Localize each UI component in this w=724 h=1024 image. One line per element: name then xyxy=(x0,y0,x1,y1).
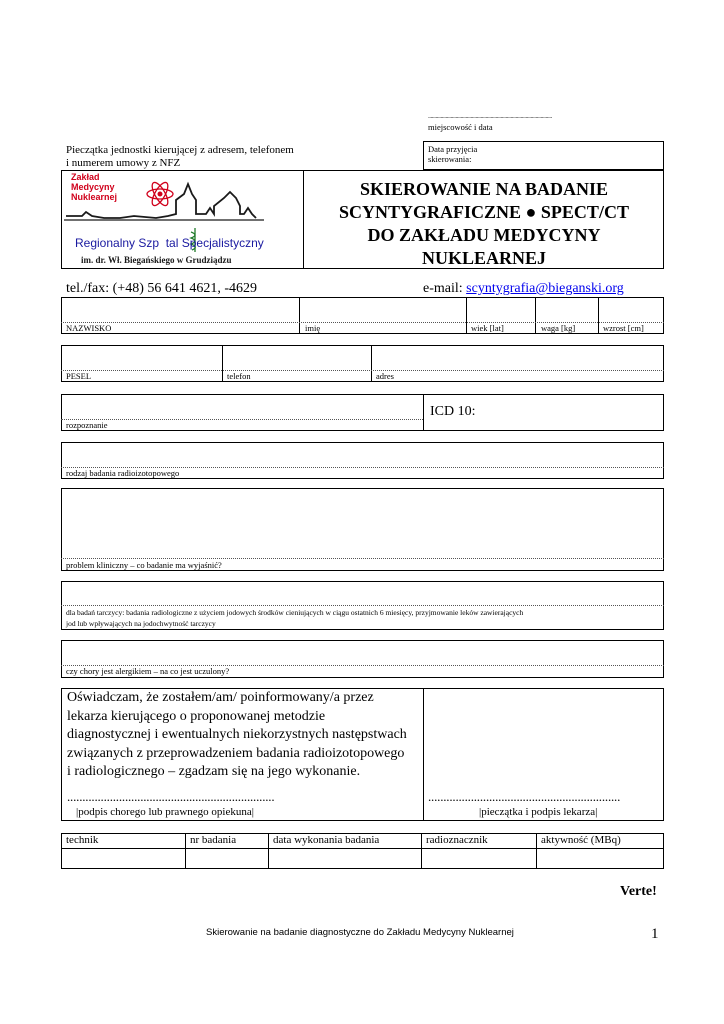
consent-line5: i radiologicznego – zgadzam się na jego wykonanie. xyxy=(67,764,361,779)
pesel-input[interactable] xyxy=(62,347,221,369)
icd-label: ICD 10: xyxy=(430,404,476,419)
allergy-input[interactable] xyxy=(62,642,663,664)
activity-input[interactable] xyxy=(537,849,663,868)
consent-text xyxy=(67,689,407,782)
phone-input[interactable] xyxy=(223,347,370,369)
exam-number-input[interactable] xyxy=(186,849,267,868)
allergy-label: czy chory jest alergikiem – na co jest uczulony? xyxy=(66,666,230,676)
surname-label: NAZWISKO xyxy=(66,323,112,333)
logo-department-text xyxy=(71,172,117,202)
col-technician: technik xyxy=(66,834,99,846)
first-name-label: imię xyxy=(305,323,321,333)
admission-label xyxy=(428,144,477,164)
email-label: e-mail: xyxy=(423,281,463,296)
logo-line3: Nuklearnej xyxy=(71,192,118,202)
col-exam-date: data wykonania badania xyxy=(273,834,380,846)
footer-caption: Skierowanie na badanie diagnostyczne do Zakładu Medycyny Nuklearnej xyxy=(206,927,514,938)
height-label: wzrost [cm] xyxy=(603,323,644,333)
height-input[interactable] xyxy=(599,299,663,321)
admission-label-line2: skierowania: xyxy=(428,154,472,164)
place-date-dots: ................................................................................................... xyxy=(428,112,552,120)
title-line2: SCYNTYGRAFICZNE ● SPECT/CT xyxy=(339,202,629,222)
weight-input[interactable] xyxy=(536,299,597,321)
col-radiotracer: radioznacznik xyxy=(426,834,488,846)
consent-line2: lekarza kierującego o proponowanej metodzie xyxy=(67,708,326,724)
email-line xyxy=(423,281,624,297)
patient-signature-label: |podpis chorego lub prawnego opiekuna| xyxy=(76,806,254,818)
pesel-label: PESEL xyxy=(66,371,92,381)
diagnosis-label: rozpoznanie xyxy=(66,420,108,430)
address-input[interactable] xyxy=(372,347,663,369)
logo-hospital-name: Regionalny Szp tal Specjalistyczny xyxy=(75,236,264,250)
weight-label: waga [kg] xyxy=(541,323,576,333)
hospital-logo xyxy=(64,172,300,268)
address-label: adres xyxy=(376,371,394,381)
surname-input[interactable] xyxy=(62,299,298,321)
age-input[interactable] xyxy=(467,299,534,321)
thyroid-input[interactable] xyxy=(62,583,663,604)
technician-input[interactable] xyxy=(62,849,184,868)
thyroid-label-line2: jod lub wpływających na jodochwytność tarczycy xyxy=(66,619,216,628)
stamp-label-line2: i numerem umowy z NFZ xyxy=(66,157,181,169)
consent-line3: diagnostycznej i ewentualnych niekorzystnych następstwach xyxy=(67,727,407,742)
consent-line1: Oświadczam, że zostałem/am/ poinformowany/a przez xyxy=(67,690,374,705)
admission-label-line1: Data przyjęcia xyxy=(428,144,478,154)
radiotracer-input[interactable] xyxy=(422,849,535,868)
place-date-input[interactable] xyxy=(428,104,654,118)
stamp-label-line1: Pieczątka jednostki kierującej z adresem, telefonem xyxy=(66,144,294,156)
title-line1: SKIEROWANIE NA BADANIE xyxy=(359,179,609,199)
telfax-text: tel./fax: (+48) 56 641 4621, -4629 xyxy=(66,281,258,296)
doctor-signature-label: |pieczątka i podpis lekarza| xyxy=(479,806,598,818)
email-link[interactable]: scyntygrafia@bieganski.org xyxy=(466,281,624,296)
page-number: 1 xyxy=(651,926,659,942)
col-exam-number: nr badania xyxy=(190,834,237,846)
atom-core-icon xyxy=(158,192,163,197)
doctor-signature-dots[interactable]: ............................................................... xyxy=(428,789,621,804)
first-name-input[interactable] xyxy=(300,299,465,321)
logo-line2: Medycyny xyxy=(71,182,115,192)
logo-line1: Zakład xyxy=(71,172,100,182)
clinical-problem-label: problem kliniczny – co badanie ma wyjaśnić? xyxy=(66,560,222,570)
diagnosis-input[interactable] xyxy=(62,396,422,418)
stamp-label xyxy=(66,144,294,170)
consent-line4: związanych z przeprowadzeniem badania radioizotopowego xyxy=(67,745,405,761)
patient-signature-dots[interactable]: .................................................................... xyxy=(67,789,275,804)
phone-label: telefon xyxy=(227,371,251,381)
exam-type-label: rodzaj badania radioizotopowego xyxy=(66,468,180,478)
age-label: wiek [lat] xyxy=(471,323,504,333)
thyroid-label-line1: dla badań tarczycy: badania radiologiczne z użyciem jodowych środków cieniujących w ciągu ostatnich 6 miesięcy, przyjmowanie leków zawierających xyxy=(66,608,524,617)
clinical-problem-input[interactable] xyxy=(62,490,663,557)
form-title xyxy=(304,178,664,270)
exam-date-input[interactable] xyxy=(269,849,420,868)
place-date-label: miejscowość i data xyxy=(428,122,493,132)
thyroid-label xyxy=(66,607,523,629)
logo-hospital-sub: im. dr. Wł. Biegańskiego w Grudziądzu xyxy=(81,255,232,265)
verte-text: Verte! xyxy=(620,884,657,899)
col-activity: aktywność (MBq) xyxy=(541,834,621,846)
exam-type-input[interactable] xyxy=(62,444,663,466)
icd-input[interactable] xyxy=(482,400,662,422)
title-line4: NUKLEARNEJ xyxy=(421,248,546,268)
title-line3: DO ZAKŁADU MEDYCYNY xyxy=(367,225,601,245)
admission-date-box[interactable] xyxy=(423,141,664,170)
